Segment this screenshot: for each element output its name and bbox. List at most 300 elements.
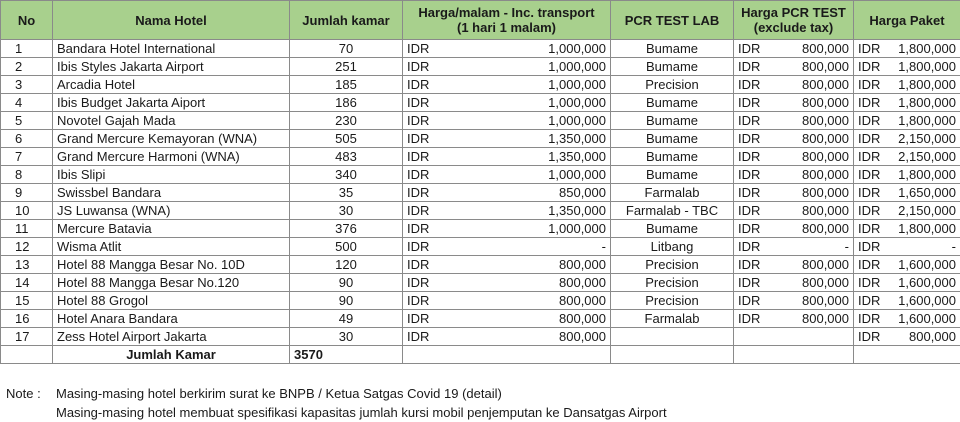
currency-label: IDR (407, 257, 430, 272)
amount-value: - (601, 239, 606, 254)
amount-value: 1,800,000 (898, 77, 956, 92)
currency-label: IDR (858, 329, 881, 344)
cell-package-price-wrap (858, 292, 956, 309)
cell-pcr-price[interactable] (734, 112, 854, 130)
cell-room-count[interactable]: 340 (290, 166, 403, 184)
cell-package-price[interactable] (854, 328, 960, 346)
header-no[interactable]: No (1, 1, 53, 40)
cell-pcr-price-wrap (738, 148, 849, 165)
currency-label: IDR (738, 131, 761, 146)
cell-pcr-price-wrap (738, 274, 849, 291)
total-cell-lab[interactable] (611, 346, 734, 364)
currency-label: IDR (858, 131, 881, 146)
currency-label: IDR (858, 77, 881, 92)
amount-value: 800,000 (802, 221, 849, 236)
amount-value: 800,000 (802, 77, 849, 92)
cell-package-price-wrap (858, 58, 956, 75)
amount-value: 800,000 (802, 293, 849, 308)
cell-price-night[interactable] (403, 184, 611, 202)
cell-pcr-lab[interactable]: Precision (611, 256, 734, 274)
cell-price-night[interactable] (403, 310, 611, 328)
amount-value: 1,000,000 (548, 221, 606, 236)
cell-room-count[interactable]: 186 (290, 94, 403, 112)
cell-pcr-price-wrap (738, 310, 849, 327)
cell-no[interactable]: 10 (1, 202, 53, 220)
cell-pcr-price[interactable] (734, 220, 854, 238)
currency-label: IDR (407, 239, 430, 254)
table-row (1, 328, 960, 346)
amount-value: 1,000,000 (548, 95, 606, 110)
cell-hotel-name[interactable]: Ibis Styles Jakarta Airport (53, 58, 290, 76)
cell-hotel-name[interactable]: Grand Mercure Harmoni (WNA) (53, 148, 290, 166)
currency-label: IDR (407, 41, 430, 56)
cell-pcr-price-wrap (738, 94, 849, 111)
cell-room-count[interactable]: 500 (290, 238, 403, 256)
header-pcr-line2: (exclude tax) (753, 20, 834, 35)
cell-price-night-wrap (407, 202, 606, 219)
cell-hotel-name[interactable]: Hotel 88 Mangga Besar No. 10D (53, 256, 290, 274)
cell-no[interactable]: 12 (1, 238, 53, 256)
total-cell-harga[interactable] (403, 346, 611, 364)
cell-room-count[interactable]: 251 (290, 58, 403, 76)
table-row (1, 202, 960, 220)
cell-pcr-price-wrap (738, 256, 849, 273)
cell-price-night[interactable] (403, 238, 611, 256)
cell-price-night[interactable] (403, 76, 611, 94)
amount-value: 800,000 (802, 95, 849, 110)
amount-value: 800,000 (802, 131, 849, 146)
cell-pcr-price-wrap (738, 58, 849, 75)
cell-no[interactable]: 6 (1, 130, 53, 148)
cell-no[interactable]: 17 (1, 328, 53, 346)
table-row (1, 274, 960, 292)
cell-package-price[interactable] (854, 94, 960, 112)
cell-room-count[interactable]: 90 (290, 292, 403, 310)
amount-value: 800,000 (802, 149, 849, 164)
cell-price-night[interactable] (403, 94, 611, 112)
currency-label: IDR (407, 221, 430, 236)
amount-value: 1,600,000 (898, 257, 956, 272)
cell-price-night-wrap (407, 256, 606, 273)
cell-package-price[interactable] (854, 202, 960, 220)
cell-room-count[interactable]: 30 (290, 328, 403, 346)
cell-package-price-wrap (858, 112, 956, 129)
cell-package-price[interactable] (854, 292, 960, 310)
cell-pcr-lab[interactable]: Bumame (611, 58, 734, 76)
notes-section (0, 384, 960, 422)
cell-price-night-wrap (407, 238, 606, 255)
amount-value: 800,000 (802, 59, 849, 74)
header-harga-line1: Harga/malam - Inc. transport (418, 5, 595, 20)
currency-label: IDR (858, 149, 881, 164)
cell-price-night-wrap (407, 148, 606, 165)
currency-label: IDR (858, 185, 881, 200)
table-row (1, 166, 960, 184)
table-row (1, 256, 960, 274)
note-row-2 (0, 403, 960, 422)
amount-value: 1,800,000 (898, 167, 956, 182)
amount-value: 1,800,000 (898, 41, 956, 56)
cell-pcr-price[interactable] (734, 292, 854, 310)
cell-hotel-name[interactable]: JS Luwansa (WNA) (53, 202, 290, 220)
cell-pcr-lab[interactable]: Bumame (611, 40, 734, 58)
cell-package-price[interactable] (854, 112, 960, 130)
cell-pcr-price[interactable] (734, 76, 854, 94)
amount-value: 800,000 (802, 257, 849, 272)
currency-label: IDR (858, 59, 881, 74)
table-row (1, 310, 960, 328)
cell-pcr-price-wrap (738, 238, 849, 255)
cell-package-price-wrap (858, 274, 956, 291)
cell-pcr-lab[interactable]: Bumame (611, 130, 734, 148)
cell-pcr-lab[interactable]: Bumame (611, 112, 734, 130)
cell-package-price[interactable] (854, 220, 960, 238)
cell-price-night[interactable] (403, 112, 611, 130)
currency-label: IDR (738, 275, 761, 290)
header-harga-line2: (1 hari 1 malam) (457, 20, 556, 35)
cell-package-price[interactable] (854, 58, 960, 76)
amount-value: 1,350,000 (548, 149, 606, 164)
cell-package-price-wrap (858, 166, 956, 183)
total-cell-empty[interactable] (1, 346, 53, 364)
cell-no[interactable]: 7 (1, 148, 53, 166)
cell-room-count[interactable]: 376 (290, 220, 403, 238)
cell-pcr-price-wrap (738, 292, 849, 309)
currency-label: IDR (858, 41, 881, 56)
amount-value: 1,800,000 (898, 221, 956, 236)
cell-hotel-name[interactable]: Ibis Budget Jakarta Aiport (53, 94, 290, 112)
cell-package-price[interactable] (854, 166, 960, 184)
cell-pcr-price[interactable] (734, 310, 854, 328)
cell-package-price[interactable] (854, 310, 960, 328)
cell-package-price-wrap (858, 202, 956, 219)
cell-hotel-name[interactable]: Grand Mercure Kemayoran (WNA) (53, 130, 290, 148)
amount-value: 800,000 (802, 311, 849, 326)
cell-hotel-name[interactable]: Zess Hotel Airport Jakarta (53, 328, 290, 346)
amount-value: 800,000 (559, 311, 606, 326)
amount-value: 800,000 (559, 257, 606, 272)
table-row (1, 112, 960, 130)
currency-label: IDR (858, 221, 881, 236)
cell-no[interactable]: 4 (1, 94, 53, 112)
cell-pcr-price[interactable] (734, 148, 854, 166)
currency-label: IDR (738, 185, 761, 200)
amount-value: 1,000,000 (548, 113, 606, 128)
cell-hotel-name[interactable]: Hotel 88 Grogol (53, 292, 290, 310)
amount-value: 800,000 (802, 185, 849, 200)
amount-value: - (951, 239, 956, 254)
cell-pcr-price-wrap (738, 40, 849, 57)
currency-label: IDR (858, 293, 881, 308)
cell-hotel-name[interactable]: Bandara Hotel International (53, 40, 290, 58)
currency-label: IDR (738, 239, 761, 254)
cell-price-night-wrap (407, 130, 606, 147)
amount-value: 1,000,000 (548, 41, 606, 56)
amount-value: 800,000 (559, 329, 606, 344)
currency-label: IDR (407, 329, 430, 344)
currency-label: IDR (738, 203, 761, 218)
amount-value: 800,000 (559, 293, 606, 308)
cell-pcr-lab[interactable]: Farmalab (611, 184, 734, 202)
table-row (1, 76, 960, 94)
currency-label: IDR (407, 59, 430, 74)
cell-package-price-wrap (858, 94, 956, 111)
cell-pcr-price[interactable] (734, 238, 854, 256)
header-hotel[interactable]: Nama Hotel (53, 1, 290, 40)
table-row (1, 220, 960, 238)
currency-label: IDR (407, 149, 430, 164)
amount-value: 850,000 (559, 185, 606, 200)
cell-pcr-price[interactable] (734, 40, 854, 58)
cell-no[interactable]: 13 (1, 256, 53, 274)
amount-value: 1,350,000 (548, 131, 606, 146)
cell-hotel-name[interactable]: Hotel Anara Bandara (53, 310, 290, 328)
currency-label: IDR (858, 113, 881, 128)
currency-label: IDR (738, 293, 761, 308)
amount-value: 1,350,000 (548, 203, 606, 218)
cell-pcr-price[interactable] (734, 202, 854, 220)
cell-price-night-wrap (407, 76, 606, 93)
cell-package-price-wrap (858, 310, 956, 327)
cell-room-count[interactable]: 230 (290, 112, 403, 130)
cell-package-price[interactable] (854, 40, 960, 58)
amount-value: 2,150,000 (898, 149, 956, 164)
currency-label: IDR (738, 311, 761, 326)
table-row (1, 148, 960, 166)
currency-label: IDR (407, 311, 430, 326)
cell-pcr-price-wrap (738, 202, 849, 219)
cell-price-night[interactable] (403, 130, 611, 148)
cell-hotel-name[interactable]: Swissbel Bandara (53, 184, 290, 202)
cell-no[interactable]: 15 (1, 292, 53, 310)
cell-price-night[interactable] (403, 148, 611, 166)
amount-value: 1,000,000 (548, 167, 606, 182)
table-row (1, 184, 960, 202)
cell-pcr-price-wrap (738, 76, 849, 93)
cell-price-night-wrap (407, 58, 606, 75)
currency-label: IDR (738, 41, 761, 56)
amount-value: 1,650,000 (898, 185, 956, 200)
cell-price-night-wrap (407, 94, 606, 111)
cell-pcr-price[interactable] (734, 256, 854, 274)
cell-package-price-wrap (858, 40, 956, 57)
table-row (1, 58, 960, 76)
currency-label: IDR (407, 113, 430, 128)
cell-price-night-wrap (407, 40, 606, 57)
note-row-1 (0, 384, 960, 403)
total-value[interactable]: 3570 (290, 346, 403, 364)
currency-label: IDR (738, 77, 761, 92)
cell-pcr-price-wrap (738, 220, 849, 237)
currency-label: IDR (407, 95, 430, 110)
currency-label: IDR (738, 167, 761, 182)
cell-pcr-price-wrap (738, 112, 849, 129)
total-cell-pcr[interactable] (734, 346, 854, 364)
total-cell-paket[interactable] (854, 346, 960, 364)
amount-value: 1,800,000 (898, 113, 956, 128)
currency-label: IDR (407, 203, 430, 218)
cell-price-night[interactable] (403, 274, 611, 292)
amount-value: 2,150,000 (898, 131, 956, 146)
cell-room-count[interactable]: 30 (290, 202, 403, 220)
note-label-spacer (0, 403, 56, 422)
cell-pcr-price-wrap (738, 130, 849, 147)
cell-hotel-name[interactable]: Hotel 88 Mangga Besar No.120 (53, 274, 290, 292)
cell-price-night-wrap (407, 166, 606, 183)
currency-label: IDR (858, 239, 881, 254)
cell-no[interactable]: 3 (1, 76, 53, 94)
cell-no[interactable]: 16 (1, 310, 53, 328)
cell-hotel-name[interactable]: Arcadia Hotel (53, 76, 290, 94)
cell-pcr-lab[interactable]: Bumame (611, 94, 734, 112)
cell-hotel-name[interactable]: Wisma Atlit (53, 238, 290, 256)
cell-pcr-price[interactable] (734, 184, 854, 202)
cell-price-night-wrap (407, 184, 606, 201)
cell-price-night-wrap (407, 292, 606, 309)
header-pcr[interactable] (734, 1, 854, 40)
currency-label: IDR (407, 185, 430, 200)
cell-hotel-name[interactable]: Novotel Gajah Mada (53, 112, 290, 130)
cell-price-night-wrap (407, 112, 606, 129)
cell-room-count[interactable]: 120 (290, 256, 403, 274)
table-row (1, 238, 960, 256)
cell-no[interactable]: 9 (1, 184, 53, 202)
cell-price-night[interactable] (403, 220, 611, 238)
cell-package-price-wrap (858, 220, 956, 237)
cell-price-night[interactable] (403, 328, 611, 346)
cell-room-count[interactable]: 505 (290, 130, 403, 148)
amount-value: 800,000 (802, 167, 849, 182)
cell-pcr-lab[interactable]: Bumame (611, 166, 734, 184)
cell-pcr-lab[interactable]: Litbang (611, 238, 734, 256)
cell-no[interactable]: 1 (1, 40, 53, 58)
header-lab[interactable]: PCR TEST LAB (611, 1, 734, 40)
amount-value: 800,000 (802, 113, 849, 128)
amount-value: 800,000 (802, 203, 849, 218)
currency-label: IDR (738, 149, 761, 164)
cell-no[interactable]: 5 (1, 112, 53, 130)
cell-pcr-price[interactable] (734, 328, 854, 346)
currency-label: IDR (858, 311, 881, 326)
cell-hotel-name[interactable]: Mercure Batavia (53, 220, 290, 238)
cell-pcr-lab[interactable] (611, 328, 734, 346)
cell-price-night-wrap (407, 220, 606, 237)
header-pcr-line1: Harga PCR TEST (741, 5, 846, 20)
amount-value: 800,000 (802, 41, 849, 56)
header-paket[interactable]: Harga Paket (854, 1, 960, 40)
amount-value: 1,800,000 (898, 59, 956, 74)
amount-value: 1,800,000 (898, 95, 956, 110)
cell-package-price-wrap (858, 184, 956, 201)
total-row (1, 346, 960, 364)
cell-pcr-lab[interactable]: Bumame (611, 220, 734, 238)
cell-package-price-wrap (858, 148, 956, 165)
cell-price-night[interactable] (403, 292, 611, 310)
cell-room-count[interactable]: 70 (290, 40, 403, 58)
cell-package-price[interactable] (854, 148, 960, 166)
cell-pcr-price[interactable] (734, 94, 854, 112)
amount-value: 800,000 (909, 329, 956, 344)
cell-package-price-wrap (858, 328, 956, 345)
table-row (1, 94, 960, 112)
cell-no[interactable]: 8 (1, 166, 53, 184)
cell-package-price[interactable] (854, 184, 960, 202)
cell-room-count[interactable]: 483 (290, 148, 403, 166)
currency-label: IDR (858, 275, 881, 290)
amount-value: 1,000,000 (548, 59, 606, 74)
note-line-2: Masing-masing hotel membuat spesifikasi kapasitas jumlah kursi mobil penjemputan ke Dansatgas Airport (56, 405, 667, 420)
currency-label: IDR (858, 257, 881, 272)
cell-room-count[interactable]: 90 (290, 274, 403, 292)
currency-label: IDR (407, 131, 430, 146)
cell-package-price[interactable] (854, 76, 960, 94)
currency-label: IDR (738, 113, 761, 128)
amount-value: 1,600,000 (898, 293, 956, 308)
cell-pcr-price-wrap (738, 166, 849, 183)
cell-pcr-lab[interactable]: Farmalab (611, 310, 734, 328)
cell-pcr-lab[interactable]: Precision (611, 274, 734, 292)
amount-value: 800,000 (559, 275, 606, 290)
amount-value: - (844, 239, 849, 254)
cell-price-night[interactable] (403, 256, 611, 274)
currency-label: IDR (858, 203, 881, 218)
currency-label: IDR (738, 221, 761, 236)
cell-pcr-price[interactable] (734, 166, 854, 184)
cell-hotel-name[interactable]: Ibis Slipi (53, 166, 290, 184)
cell-price-night-wrap (407, 274, 606, 291)
cell-price-night-wrap (407, 328, 606, 345)
cell-pcr-price[interactable] (734, 130, 854, 148)
cell-price-night[interactable] (403, 58, 611, 76)
amount-value: 1,600,000 (898, 311, 956, 326)
cell-room-count[interactable]: 185 (290, 76, 403, 94)
cell-room-count[interactable]: 49 (290, 310, 403, 328)
amount-value: 1,000,000 (548, 77, 606, 92)
cell-package-price[interactable] (854, 256, 960, 274)
cell-no[interactable]: 2 (1, 58, 53, 76)
cell-package-price[interactable] (854, 238, 960, 256)
header-harga[interactable] (403, 1, 611, 40)
cell-package-price[interactable] (854, 130, 960, 148)
total-label[interactable]: Jumlah Kamar (53, 346, 290, 364)
cell-price-night[interactable] (403, 166, 611, 184)
cell-pcr-lab[interactable]: Precision (611, 76, 734, 94)
note-line-1: Masing-masing hotel berkirim surat ke BNPB / Ketua Satgas Covid 19 (detail) (56, 386, 502, 401)
cell-pcr-lab[interactable]: Bumame (611, 148, 734, 166)
currency-label: IDR (858, 167, 881, 182)
note-label: Note : (6, 386, 41, 401)
cell-pcr-lab[interactable]: Farmalab - TBC (611, 202, 734, 220)
currency-label: IDR (407, 293, 430, 308)
cell-package-price[interactable] (854, 274, 960, 292)
table-body (1, 40, 960, 346)
cell-price-night[interactable] (403, 40, 611, 58)
currency-label: IDR (738, 95, 761, 110)
cell-pcr-lab[interactable]: Precision (611, 292, 734, 310)
header-kamar[interactable]: Jumlah kamar (290, 1, 403, 40)
cell-no[interactable]: 14 (1, 274, 53, 292)
cell-pcr-price[interactable] (734, 274, 854, 292)
cell-price-night[interactable] (403, 202, 611, 220)
currency-label: IDR (738, 257, 761, 272)
cell-pcr-price[interactable] (734, 58, 854, 76)
cell-pcr-price-wrap (738, 184, 849, 201)
cell-package-price-wrap (858, 256, 956, 273)
table-row (1, 130, 960, 148)
cell-no[interactable]: 11 (1, 220, 53, 238)
cell-room-count[interactable]: 35 (290, 184, 403, 202)
amount-value: 1,600,000 (898, 275, 956, 290)
